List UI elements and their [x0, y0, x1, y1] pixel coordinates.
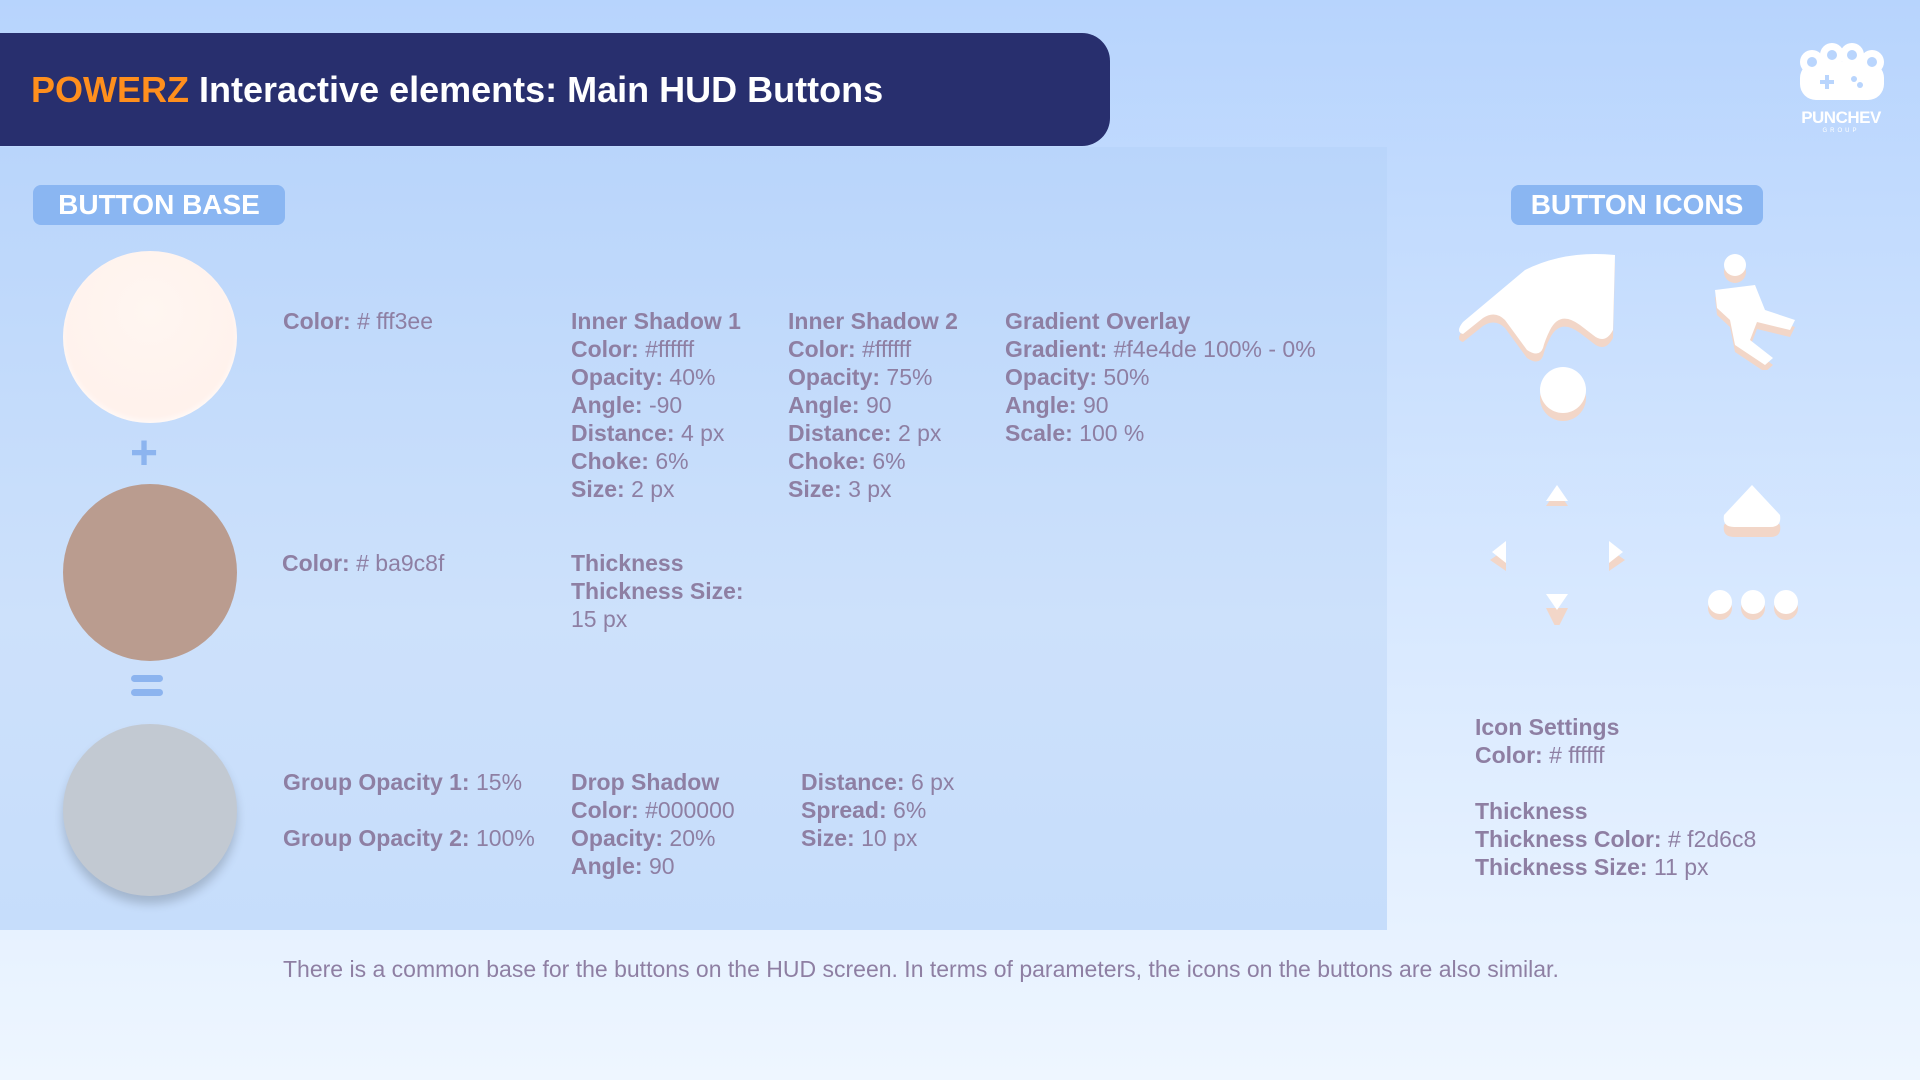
logo-text: PUNCHEV [1801, 108, 1881, 127]
equals-icon [131, 675, 167, 703]
three-dots-icon [1706, 588, 1801, 628]
layer2-color: Color: # ba9c8f [282, 550, 445, 576]
base-layer-2-swatch [63, 484, 237, 661]
layer2-thickness-block: Thickness Thickness Size: 15 px [571, 550, 744, 632]
plus-icon: + [130, 427, 159, 480]
dpad-arrows-icon [1490, 485, 1625, 625]
base-result-swatch [63, 724, 237, 896]
brand-name: POWERZ [31, 68, 189, 110]
base-layer-1-swatch [63, 251, 237, 423]
runner-icon [1695, 250, 1810, 370]
triangle-up-icon [1720, 485, 1785, 540]
inner-shadow-2-block: Inner Shadow 2 Color: #ffffff Opacity: 75% Angle: 90 Distance: 2 px Choke: 6% Size: 3 px [788, 308, 958, 502]
gradient-overlay-block: Gradient Overlay Gradient: #f4e4de 100% - 0% Opacity: 50% Angle: 90 Scale: 100 % [1005, 308, 1316, 446]
inner-shadow-1-block: Inner Shadow 1 Color: #ffffff Opacity: 40% Angle: -90 Distance: 4 px Choke: 6% Size: 2 px [571, 308, 741, 502]
drop-shadow-params-block: Distance: 6 px Spread: 6% Size: 10 px [801, 769, 955, 851]
button-base-heading: BUTTON BASE [33, 185, 285, 225]
group-opacity-block: Group Opacity 1: 15% Group Opacity 2: 100% [283, 769, 535, 851]
title-bar [0, 33, 1110, 146]
page-title: Interactive elements: Main HUD Buttons [199, 68, 884, 110]
layer1-color: Color: # fff3ee [283, 308, 434, 334]
footer-caption: There is a common base for the buttons on the HUD screen. In terms of parameters, the icons on the buttons are also similar. [283, 956, 1559, 982]
icon-settings-block: Icon Settings Color: # ffffff Thickness Thickness Color: # f2d6c8 Thickness Size: 11 px [1475, 714, 1757, 880]
punch-icon [1455, 250, 1625, 425]
logo-subtext: GROUP [1822, 128, 1860, 134]
drop-shadow-block: Drop Shadow Color: #000000 Opacity: 20% Angle: 90 [571, 769, 735, 879]
button-icons-heading: BUTTON ICONS [1511, 185, 1763, 225]
